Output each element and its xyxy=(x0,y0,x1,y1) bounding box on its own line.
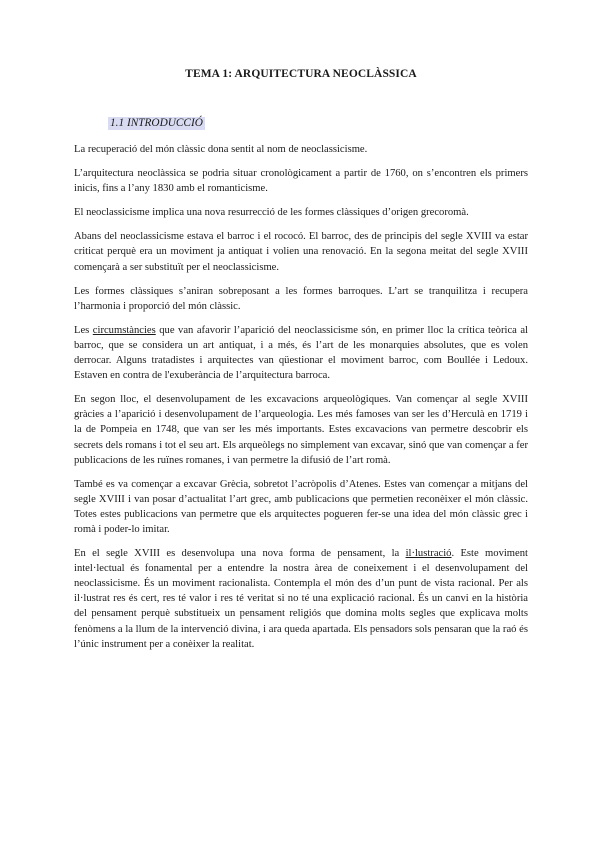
paragraph-4: Abans del neoclassicisme estava el barroc i el rococó. El barroc, des de principis del segle XVIII va estar criticat perquè era un moviment ja antiquat i volien una renovació. En la segona meitat del segle XVIII començarà a ser substituït per el neoclassicisme. xyxy=(74,231,528,273)
paragraph-1: La recuperació del món clàssic dona sentit al nom de neoclassicisme. xyxy=(74,144,368,155)
page-title: TEMA 1: ARQUITECTURA NEOCLÀSSICA xyxy=(185,68,417,80)
paragraph-9-rest: . Este moviment intel·lectual és fonamental per a entendre la nostra àrea de coneixement i el desenvolupament del neoclassicisme. És un moviment racionalista. Contempla el món des d’un punt de vista racional. Per als il·lustrat res és cert, res té valor i res té veritat si no té una explicació racional. És un canvi en la història del pensament perquè substitueix un pensament religiós que domina molts segles que explicava molts fenòmens a la llum de la intervenció divina, i ara queda apartada. Els pensadors sols pensaran que la raó és l’únic instrument per a conèixer la realitat. xyxy=(74,548,528,650)
paragraph-6 xyxy=(74,323,528,383)
paragraph-8: També es va començar a excavar Grècia, sobretot l’acròpolis d’Atenes. Estes van començar a mitjans del segle XVIII i van posar d’actualitat l’art grec, amb publicacions que permetien reconèixer el món clàssic. Totes estes publicacions van permetre que els arquitectes pogueren fer-se una idea del món clàssic grec i romà i poder-lo imitar. xyxy=(74,478,528,535)
paragraph-5: Les formes clàssiques s’aniran sobreposant a les formes barroques. L’art se tranquilitza i recupera l’harmonia i proporció del món clàssic. xyxy=(74,285,528,312)
paragraph-3: El neoclassicisme implica una nova resurrecció de les formes clàssiques d’origen grecoromà. xyxy=(74,207,469,219)
paragraph-7: En segon lloc, el desenvolupament de les excavacions arqueològiques. Van començar al segle XVIII gràcies a l’aparició i desenvolupament de l’arqueologia. Les més famoses van ser les d’Herculà en 1719 i la de Pompeia en 1748, que van ser les més importants. Estes excavacions van permetre descobrir els secrets dels romans i tot el seu art. Els arqueòlegs no simplement van excavar, sinó que van començar a fer publicacions de les ruïnes romanes, i van permetre la difusió de l’art romà. xyxy=(74,394,528,466)
paragraph-6-rest: que van afavorir l’aparició del neoclassicisme són, en primer lloc la crítica teòrica al barroc, que se considera un art antiquat, i a més, és l’art de les monarquies absolutes, que es volen derrocar. Alguns tratadistes i arquitectes van qüestionar el moviment barroc, com Boullée i Ledoux. Estaven en contra de l'exuberància de l’arquitectura barroca. xyxy=(74,324,528,382)
paragraph-9-start: En el segle XVIII es desenvolupa una nova forma de pensament, la xyxy=(74,548,406,560)
document-page xyxy=(74,68,528,661)
section-heading: 1.1 INTRODUCCIÓ xyxy=(110,117,203,129)
paragraph-6-start: Les xyxy=(74,324,93,336)
paragraph-2: L’arquitectura neoclàssica se podria situar cronològicament a partir de 1760, on s’encontren els primers inicis, fins a l’any 1830 amb el romanticisme. xyxy=(74,168,528,195)
underlined-term-circumstancies: circumstàncies xyxy=(92,324,156,336)
underlined-term-illustracio: il·lustració xyxy=(405,548,452,560)
paragraph-9 xyxy=(74,546,528,652)
